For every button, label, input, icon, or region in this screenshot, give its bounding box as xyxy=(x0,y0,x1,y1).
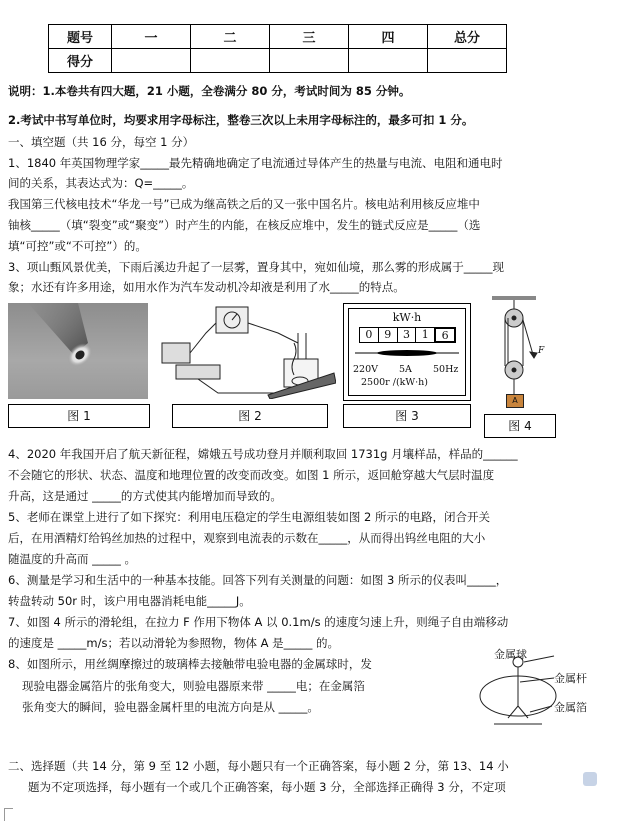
section1-heading: 一、填空题（共 16 分，每空 1 分） xyxy=(8,135,195,149)
q-line: 1、1840 年英国物理学家_____最先精确地确定了电流通过导体产生的热量与电流、电阻和通电时 xyxy=(8,156,503,170)
electroscope-ball-label: 金属球 xyxy=(494,648,527,661)
figure-3-caption: 图 3 xyxy=(343,404,471,428)
q-line: 铀核_____（填“裂变”或“聚变”）时产生的内能，在核反应堆中，发生的链式反应是_____（选 xyxy=(8,218,481,232)
score-cell-label: 题号 xyxy=(49,25,112,49)
section2-line: 二、选择题（共 14 分，第 9 至 12 小题，每小题只有一个正确答案，每小题 2 分，第 13、14 小 xyxy=(8,759,509,773)
meter-digit-decimal: 6 xyxy=(435,328,455,342)
score-cell-total: 总分 xyxy=(428,25,507,49)
electroscope-rod-label: 金属杆 xyxy=(554,672,587,685)
score-blank[interactable] xyxy=(270,49,349,73)
figure-1-caption: 图 1 xyxy=(8,404,150,428)
figure-2-image xyxy=(158,303,336,399)
q-line: 填“可控”或“不可控”）的。 xyxy=(8,239,147,253)
figure-2-caption: 图 2 xyxy=(172,404,328,428)
score-blank[interactable] xyxy=(428,49,507,73)
score-blank[interactable] xyxy=(191,49,270,73)
q-line: 随温度的升高而 _____ 。 xyxy=(8,552,137,566)
note-1: 说明：1.本卷共有四大题，21 小题，全卷满分 80 分，考试时间为 85 分钟。 xyxy=(8,84,411,98)
q8-line: 现验电器金属箔片的张角变大，则验电器原来带 _____电；在金属箔 xyxy=(22,679,365,693)
figure-3-image xyxy=(343,303,471,401)
meter-digit: 0 xyxy=(360,328,379,342)
capsule-glow-graphic xyxy=(8,303,148,399)
score-cell-1: 一 xyxy=(112,25,191,49)
score-table-row-header xyxy=(49,25,507,49)
section2-line: 题为不定项选择，每小题有一个或几个正确答案，每小题 3 分，全部选择正确得 3 分，不定项 xyxy=(28,780,506,794)
q-line: 6、测量是学习和生活中的一种基本技能。回答下列有关测量的问题：如图 3 所示的仪表叫_____， xyxy=(8,573,508,587)
electroscope-foil-label: 金属箔 xyxy=(554,701,587,714)
meter-current: 5A xyxy=(399,364,412,375)
score-blank[interactable] xyxy=(112,49,191,73)
meter-digit: 3 xyxy=(398,328,417,342)
figure-1-image xyxy=(8,303,148,399)
pulley-force-label: F xyxy=(538,346,545,356)
q-line: 后，在用酒精灯给钨丝加热的过程中，观察到电流表的示数在_____，从而得出钨丝电阻的大小 xyxy=(8,531,486,545)
float-widget-icon[interactable] xyxy=(583,772,597,786)
meter-rate: 2500r /(kW·h) xyxy=(361,377,429,388)
q-line: 的速度是 _____m/s；若以动滑轮为参照物，物体 A 是_____ 的。 xyxy=(8,636,340,650)
q-line: 4、2020 年我国开启了航天新征程，嫦娥五号成功登月并顺利取回 1731g 月壤样品，样品的______ xyxy=(8,447,518,461)
q8-line: 张角变大的瞬间，验电器金属杆里的电流方向是从 _____。 xyxy=(22,700,319,714)
score-blank[interactable] xyxy=(349,49,428,73)
score-table-row-score xyxy=(49,49,507,73)
score-cell-2: 二 xyxy=(191,25,270,49)
meter-inner xyxy=(348,308,466,396)
q-line: 3、项山甄风景优美，下雨后溪边升起了一层雾，置身其中，宛如仙境，那么雾的形成属于_____现 xyxy=(8,260,505,274)
q-line: 我国第三代核电技术“华龙一号”已成为继高铁之后的又一张中国名片。核电站利用核反应堆中 xyxy=(8,197,480,211)
meter-disc-icon xyxy=(355,345,459,361)
page-corner-mark xyxy=(4,808,13,821)
score-cell-defen: 得分 xyxy=(49,49,112,73)
q-line: 象；水还有许多用途，如用水作为汽车发动机冷却液是利用了水_____的特点。 xyxy=(8,280,405,294)
meter-frequency: 50Hz xyxy=(433,364,459,375)
score-table xyxy=(48,24,507,73)
circuit-graphic xyxy=(158,303,336,399)
meter-unit: kW·h xyxy=(392,311,422,324)
q-line: 7、如图 4 所示的滑轮组，在拉力 F 作用下物体 A 以 0.1m/s 的速度匀速上升，则绳子自由端移动 xyxy=(8,615,509,629)
score-cell-3: 三 xyxy=(270,25,349,49)
meter-digits xyxy=(359,327,456,343)
q-line: 不会随它的形状、状态、温度和地理位置的改变而改变。如图 1 所示，返回舱穿越大气层时温度 xyxy=(8,468,495,482)
q-line: 5、老师在课堂上进行了如下探究：利用电压稳定的学生电源组装如图 2 所示的电路，闭合开关 xyxy=(8,510,490,524)
note-2: 2.考试中书写单位时，均要求用字母标注，整卷三次以上未用字母标注的，最多可扣 1 分。 xyxy=(8,113,474,127)
meter-digit: 1 xyxy=(416,328,435,342)
q-line: 间的关系，其表达式为：Q=_____。 xyxy=(8,176,194,190)
figure-4-caption: 图 4 xyxy=(484,414,556,438)
score-cell-4: 四 xyxy=(349,25,428,49)
q-line: 升高，这是通过 _____的方式使其内能增加而导致的。 xyxy=(8,489,282,503)
q-line: 转盘转动 50r 时，该户用电器消耗电能_____J。 xyxy=(8,594,251,608)
meter-digit: 9 xyxy=(379,328,398,342)
meter-voltage: 220V xyxy=(353,364,378,375)
electroscope-figure xyxy=(464,648,614,730)
electroscope-graphic xyxy=(464,648,614,730)
pulley-block-label: A xyxy=(506,394,524,408)
q8-line: 8、如图所示，用丝绸摩擦过的玻璃棒去接触带电验电器的金属球时，发 xyxy=(8,657,372,671)
figure-4-image xyxy=(484,296,554,412)
